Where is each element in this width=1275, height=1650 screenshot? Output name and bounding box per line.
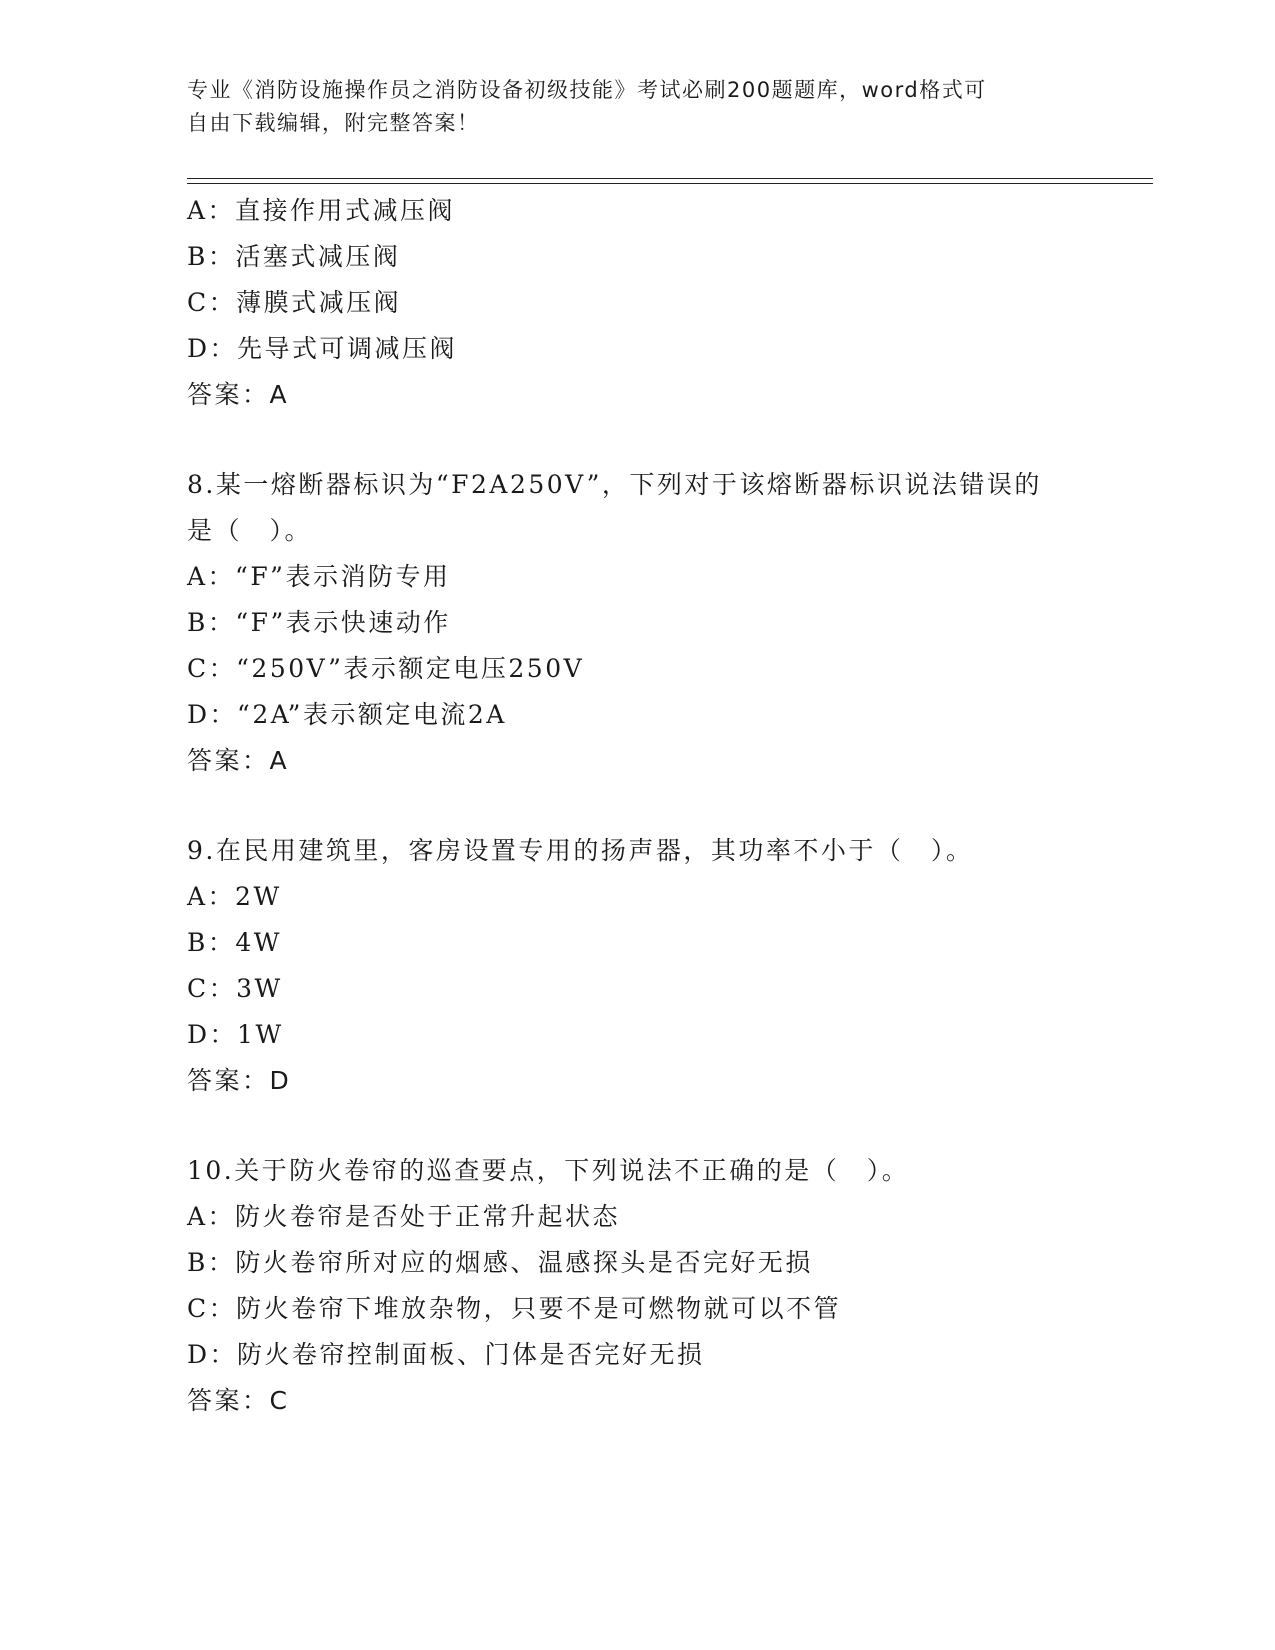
option-b: B：4W <box>187 928 282 957</box>
header-line-2: 自由下载编辑，附完整答案！ <box>187 111 480 135</box>
option-c: C：薄膜式减压阀 <box>187 288 402 317</box>
question-7 <box>187 188 1087 418</box>
option-b: B：活塞式减压阀 <box>187 242 401 271</box>
header-line-1: 专业《消防设施操作员之消防设备初级技能》考试必刷200题题库，word格式可 <box>187 78 987 102</box>
spacer <box>187 784 1087 828</box>
option-d: D：先导式可调减压阀 <box>187 334 458 363</box>
answer: 答案：A <box>187 380 290 409</box>
question-stem-line-1: 8.某一熔断器标识为“F2A250V”，下列对于该熔断器标识说法错误的 <box>187 470 1042 499</box>
option-d: D：防火卷帘控制面板、门体是否完好无损 <box>187 1340 705 1369</box>
option-a: A：防火卷帘是否处于正常升起状态 <box>187 1202 621 1231</box>
document-header <box>187 74 1067 140</box>
option-a: A：“F”表示消防专用 <box>187 562 451 591</box>
option-b: B：“F”表示快速动作 <box>187 608 451 637</box>
option-d: D：1W <box>187 1020 284 1049</box>
answer: 答案：C <box>187 1386 290 1415</box>
answer: 答案：A <box>187 746 290 775</box>
option-b: B：防火卷帘所对应的烟感、温感探头是否完好无损 <box>187 1248 813 1277</box>
option-c: C：3W <box>187 974 283 1003</box>
header-divider-top <box>187 178 1153 179</box>
header-divider-bottom <box>187 183 1153 184</box>
answer: 答案：D <box>187 1066 292 1095</box>
spacer <box>187 418 1087 462</box>
question-stem-line-2: 是（ ）。 <box>187 516 313 545</box>
spacer <box>187 1104 1087 1148</box>
option-a: A：2W <box>187 882 282 911</box>
option-d: D：“2A”表示额定电流2A <box>187 700 507 729</box>
question-list <box>187 188 1087 1424</box>
question-stem: 9.在民用建筑里，客房设置专用的扬声器，其功率不小于（ ）。 <box>187 836 974 865</box>
question-9 <box>187 828 1087 1104</box>
question-10 <box>187 1148 1087 1424</box>
option-c: C：“250V”表示额定电压250V <box>187 654 585 683</box>
question-8 <box>187 462 1087 784</box>
option-c: C：防火卷帘下堆放杂物，只要不是可燃物就可以不管 <box>187 1294 842 1323</box>
option-a: A：直接作用式减压阀 <box>187 196 456 225</box>
question-stem: 10.关于防火卷帘的巡查要点，下列说法不正确的是（ ）。 <box>187 1156 910 1185</box>
